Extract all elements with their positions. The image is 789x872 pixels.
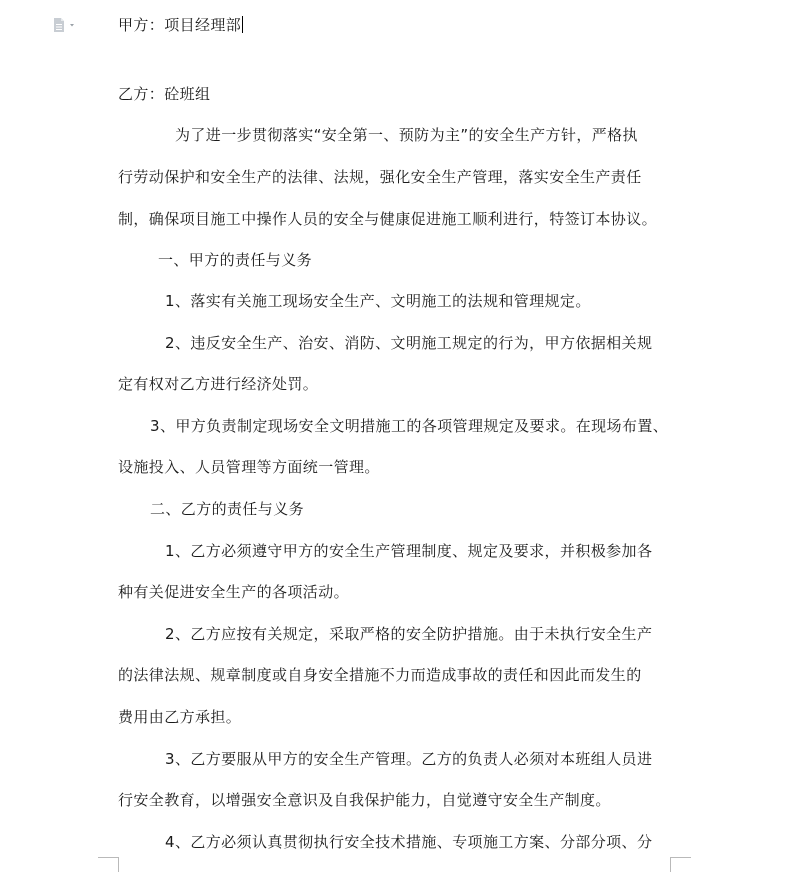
text-line: 行安全教育，以增强安全意识及自我保护能力，自觉遵守安全生产制度。 [118,791,611,809]
text-line: 甲方：项目经理部 [118,16,242,34]
text-line: 2、违反安全生产、治安、消防、文明施工规定的行为，甲方依据相关规 [165,334,653,352]
text-line: 3、乙方要服从甲方的安全生产管理。乙方的负责人必须对本班组人员进 [165,750,653,768]
text-line: 1、乙方必须遵守甲方的安全生产管理制度、规定及要求，并积极参加各 [165,542,653,560]
document-map-icon[interactable] [53,17,79,31]
text-line: 制，确保项目施工中操作人员的安全与健康促进施工顺利进行，特签订本协议。 [118,210,658,228]
text-line: 的法律法规、规章制度或自身安全措施不力而造成事故的责任和因此而发生的 [118,666,642,684]
text-line: 行劳动保护和安全生产的法律、法规，强化安全生产管理，落实安全生产责任 [118,168,642,186]
page-corner-mark-right [670,857,691,872]
text-line: 4、乙方必须认真贯彻执行安全技术措施、专项施工方案、分部分项、分 [165,833,653,851]
text-line: 设施投入、人员管理等方面统一管理。 [118,458,380,476]
text-line: 2、乙方应按有关规定，采取严格的安全防护措施。由于未执行安全生产 [165,625,653,643]
text-line: 1、落实有关施工现场安全生产、文明施工的法规和管理规定。 [165,292,591,310]
text-line: 种有关促进安全生产的各项活动。 [118,583,350,601]
text-line: 费用由乙方承担。 [118,708,242,726]
text-cursor [242,16,243,33]
text-line: 乙方：砼班组 [118,85,211,103]
text-line: 一、甲方的责任与义务 [158,251,313,269]
page-corner-mark-left [98,857,119,872]
text-line: 为了进一步贯彻落实“安全第一、预防为主”的安全生产方针，严格执 [175,126,638,144]
text-line: 二、乙方的责任与义务 [150,500,305,518]
text-line: 定有权对乙方进行经济处罚。 [118,375,319,393]
text-line: 3、甲方负责制定现场安全文明措施工的各项管理规定及要求。在现场布置、 [150,417,669,435]
